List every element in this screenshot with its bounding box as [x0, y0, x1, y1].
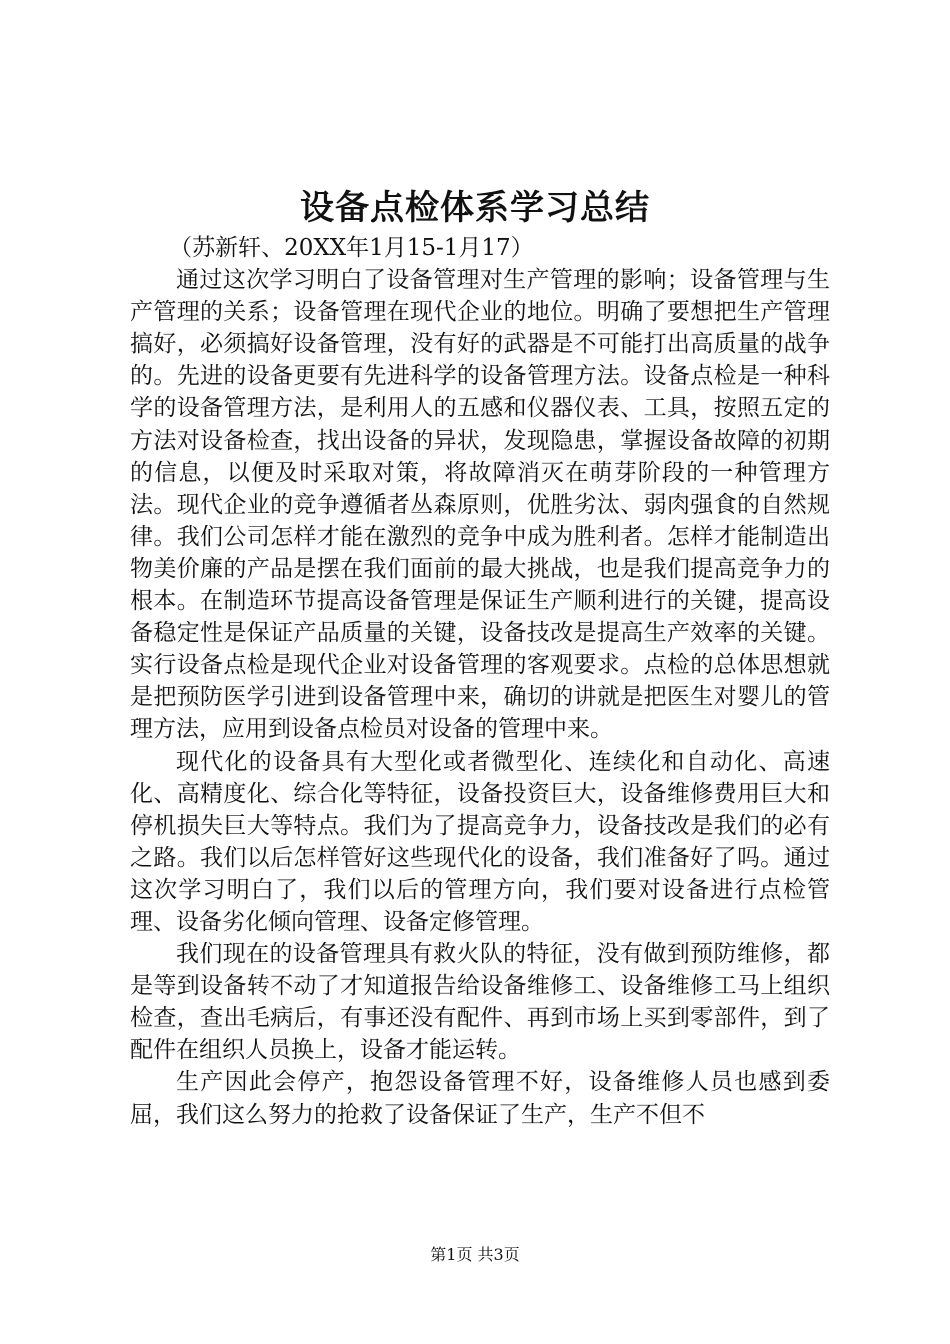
document-body [130, 232, 830, 1131]
page-number-footer: 第1页 共3页 [430, 1245, 520, 1264]
paragraph: 我们现在的设备管理具有救火队的特征，没有做到预防维修，都是等到设备转不动了才知道报告给设备维修工、设备维修工马上组织检查，查出毛病后，有事还没有配件、再到市场上买到零部件，到了配件在组织人员换上，设备才能运转。 [130, 941, 830, 1064]
paragraph: 现代化的设备具有大型化或者微型化、连续化和自动化、高速化、高精度化、综合化等特征，设备投资巨大，设备维修费用巨大和停机损失巨大等特点。我们为了提高竞争力，设备技改是我们的必有之路。我们以后怎样管好这些现代化的设备，我们准备好了吗。通过这次学习明白了，我们以后的管理方向，我们要对设备进行点检管理、设备劣化倾向管理、设备定修管理。 [130, 748, 830, 935]
document-subtitle: （苏新轩、20XX年1月15-1月17） [169, 235, 534, 261]
document-title: 设备点检体系学习总结 [300, 188, 650, 228]
paragraph: 通过这次学习明白了设备管理对生产管理的影响；设备管理与生产管理的关系；设备管理在现代企业的地位。明确了要想把生产管理搞好，必须搞好设备管理，没有好的武器是不可能打出高质量的战争的。先进的设备更要有先进科学的设备管理方法。设备点检是一种科学的设备管理方法，是利用人的五感和仪器仪表、工具，按照五定的方法对设备检查，找出设备的异状，发现隐患，掌握设备故障的初期的信息，以便及时采取对策，将故障消灭在萌芽阶段的一种管理方法。现代企业的竞争遵循者丛森原则，优胜劣汰、弱肉强食的自然规律。我们公司怎样才能在激烈的竞争中成为胜利者。怎样才能制造出物美价廉的产品是摆在我们面前的最大挑战，也是我们提高竞争力的根本。在制造环节提高设备管理是保证生产顺利进行的关键，提高设备稳定性是保证产品质量的关键，设备技改是提高生产效率的关键。实行设备点检是现代企业对设备管理的客观要求。点检的总体思想就是把预防医学引进到设备管理中来，确切的讲就是把医生对婴儿的管理方法，应用到设备点检员对设备的管理中来。 [130, 267, 830, 743]
paragraph: 生产因此会停产，抱怨设备管理不好，设备维修人员也感到委屈，我们这么努力的抢救了设备保证了生产，生产不但不 [130, 1069, 830, 1128]
